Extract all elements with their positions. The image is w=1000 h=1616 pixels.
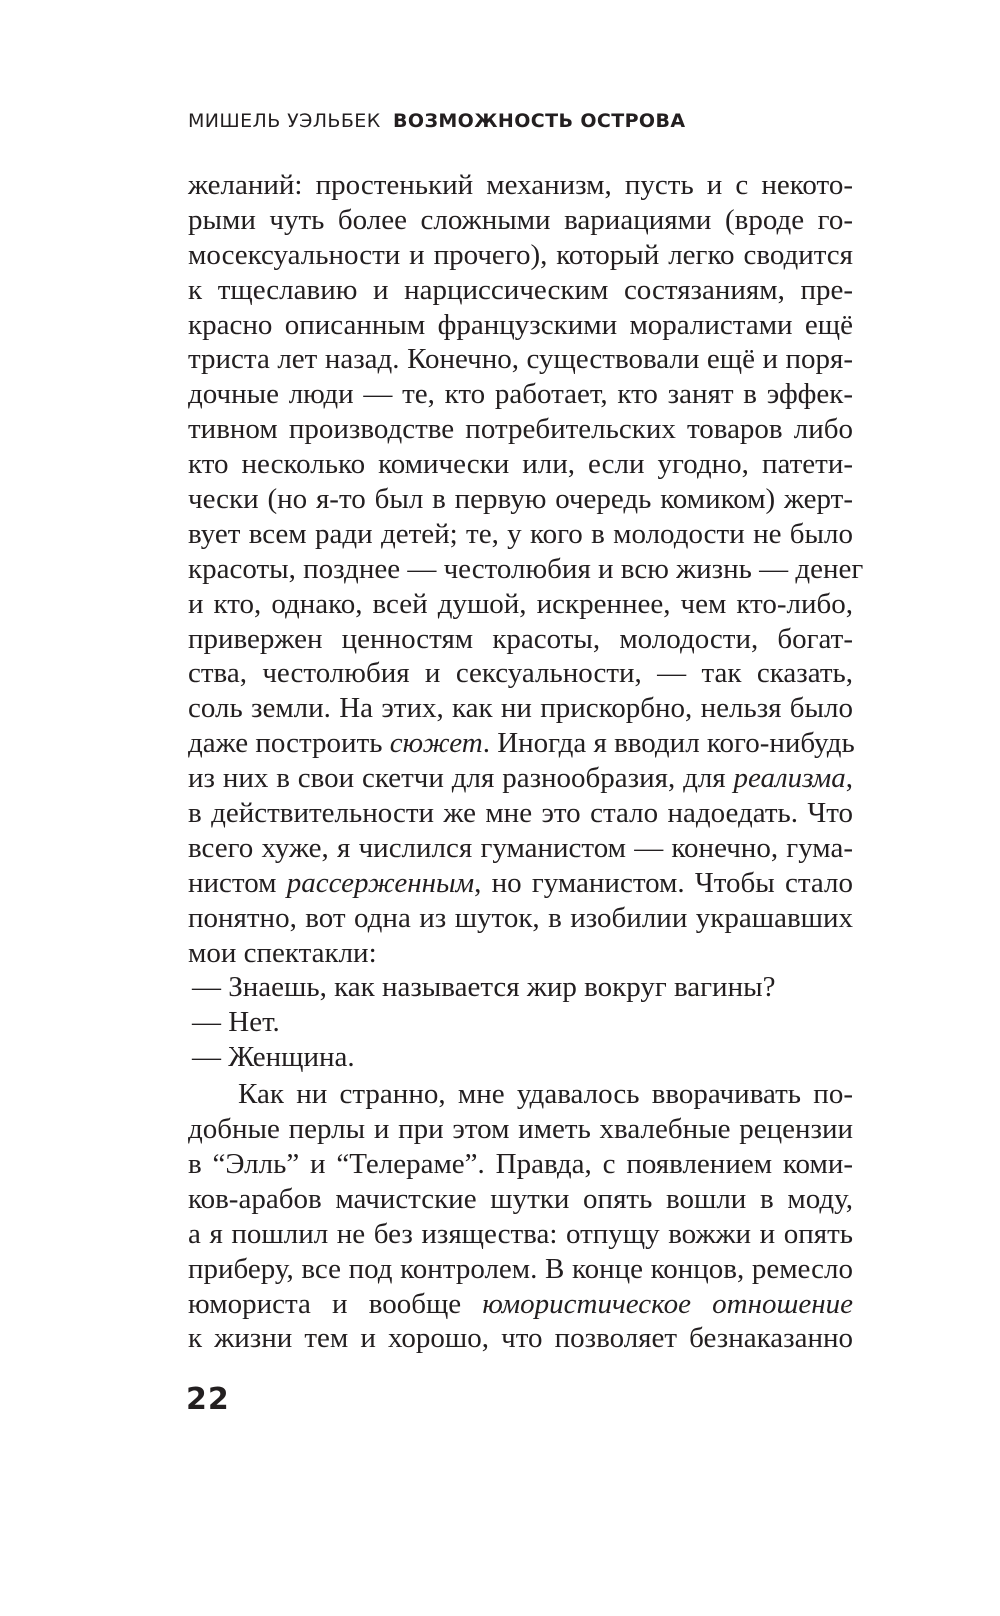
text-line: ства, честолюбия и сексуальности, — так сказать, xyxy=(188,657,853,690)
text-run: , но гуманистом. Чтобы стало xyxy=(474,866,853,899)
text-line: приберу, все под контролем. В конце концов, ремесло xyxy=(188,1252,853,1285)
text-line: соль земли. На этих, как ни прискорбно, нельзя было xyxy=(188,692,853,725)
text-line: в действительности же мне это стало надоедать. Что xyxy=(188,797,853,830)
text-line: желаний: простенький механизм, пусть и с некото- xyxy=(188,169,853,201)
text-line: добные перлы и при этом иметь хвалебные рецензии xyxy=(188,1113,853,1146)
text-line: и кто, однако, всей душой, искреннее, чем кто-либо, xyxy=(188,587,853,620)
text-line: ков-арабов мачистские шутки опять вошли в моду, xyxy=(188,1182,853,1215)
text-line: дочные люди — те, кто работает, кто занят в эффек- xyxy=(188,378,853,411)
text-run: юмориста и вообще xyxy=(188,1287,483,1320)
running-head xyxy=(188,110,685,132)
paragraph-first-line: Как ни странно, мне удавалось вворачивать по- xyxy=(238,1078,853,1111)
text-run: нистом xyxy=(188,866,287,899)
text-line: а я пошлил не без изящества: отпущу вожжи и опять xyxy=(188,1217,853,1250)
text-line xyxy=(188,866,853,901)
page-number: 22 xyxy=(186,1382,230,1417)
text-line: красоты, позднее — честолюбия и всю жизнь — денег xyxy=(188,552,864,585)
text-line: понятно, вот одна из шуток, в изобилии украшавших xyxy=(188,901,853,934)
body-text xyxy=(188,168,864,1356)
running-head-author: МИШЕЛЬ УЭЛЬБЕК xyxy=(188,110,381,132)
italic-emphasis: сюжет xyxy=(389,727,483,760)
text-line: к жизни тем и хорошо, что позволяет безнаказанно xyxy=(188,1322,853,1355)
text-line: мои спектакли: xyxy=(188,936,377,969)
text-line: в “Элль” и “Телераме”. Правда, с появлением коми- xyxy=(188,1147,853,1180)
italic-emphasis: рассерженным xyxy=(286,866,475,899)
text-line: триста лет назад. Конечно, существовали ещё и поря- xyxy=(188,343,853,376)
text-line: тивном производстве потребительских товаров либо xyxy=(188,413,853,446)
text-line: чески (но я-то был в первую очередь комиком) жерт- xyxy=(188,483,853,516)
italic-emphasis: реализма xyxy=(733,762,846,795)
dialogue-line: — Женщина. xyxy=(192,1041,355,1074)
text-line: к тщеславию и нарциссическим состязаниям, пре- xyxy=(188,273,853,306)
text-line: привержен ценностям красоты, молодости, богат- xyxy=(188,622,853,655)
text-run: из них в свои скетчи для разнообразия, для xyxy=(188,762,734,795)
text-line xyxy=(188,761,853,796)
text-line: рыми чуть более сложными вариациями (вроде го- xyxy=(188,203,853,236)
text-line xyxy=(188,1287,853,1322)
text-line: всего хуже, я числился гуманистом — конечно, гума- xyxy=(188,831,853,864)
italic-emphasis: юмористическое отношение xyxy=(482,1287,853,1320)
text-line: мосексуальности и прочего), который легко сводится xyxy=(188,238,853,271)
text-line xyxy=(188,726,853,761)
text-line: вует всем ради детей; те, у кого в молодости не было xyxy=(188,517,853,550)
text-line: красно описанным французскими моралистами ещё xyxy=(188,308,853,341)
text-run: даже построить xyxy=(188,727,390,760)
dialogue-line: — Знаешь, как называется жир вокруг вагины? xyxy=(192,971,776,1004)
dialogue-line: — Нет. xyxy=(192,1006,280,1039)
text-line: кто несколько комически или, если угодно, патети- xyxy=(188,448,853,481)
text-run: . Иногда я вводил кого-нибудь xyxy=(482,727,855,760)
text-run: , xyxy=(845,762,853,795)
running-head-title: ВОЗМОЖНОСТЬ ОСТРОВА xyxy=(393,110,686,132)
